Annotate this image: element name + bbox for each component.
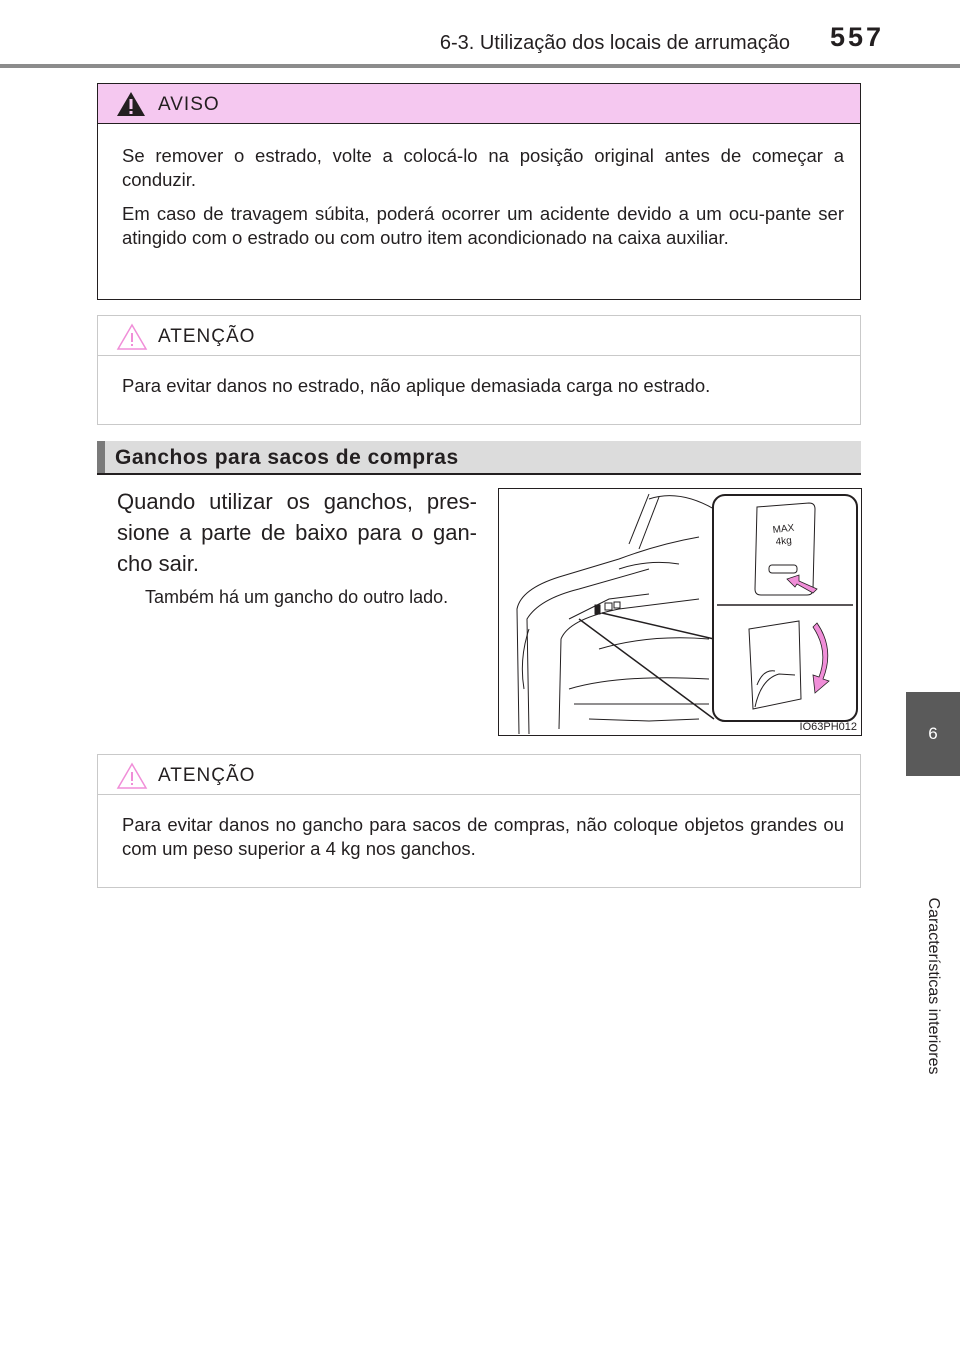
figure-code: IO63PH012 (799, 721, 857, 733)
warning-label: AVISO (158, 94, 220, 115)
instruction-text: Quando utilizar os ganchos, pres-sione a parte de baixo para o gan-cho sair. (117, 489, 477, 576)
note-text: Também há um gancho do outro lado. (145, 587, 449, 607)
caution-text: Para evitar danos no estrado, não aplique demasiada carga no estrado. (122, 375, 711, 396)
chapter-tab (906, 692, 960, 776)
page-number: 557 (829, 22, 884, 52)
section-title: 6-3. Utilização dos locais de arrumação (439, 32, 790, 54)
trunk-illustration (499, 489, 862, 736)
warning-box-header (98, 84, 860, 124)
max-label: MAX (772, 522, 795, 536)
caution-box-header (98, 755, 860, 795)
warning-paragraph: Se remover o estrado, volte a colocá-lo na posição original antes de começar a conduzir. (122, 145, 844, 190)
caution-box-header (98, 316, 860, 356)
chapter-title: Características interiores (925, 897, 942, 1075)
chapter-number: 6 (928, 724, 938, 743)
warning-triangle-icon (116, 91, 146, 117)
hook-illustration (498, 488, 862, 736)
caution-box-hooks (97, 754, 861, 888)
caution-triangle-icon (116, 323, 148, 351)
weight-label: 4kg (775, 535, 793, 548)
caution-label: ATENÇÃO (158, 765, 256, 786)
caution-label: ATENÇÃO (158, 326, 256, 347)
section-heading-title: Ganchos para sacos de compras (115, 446, 459, 469)
caution-triangle-icon (116, 762, 148, 790)
header-divider (0, 64, 960, 68)
caution-text: Para evitar danos no gancho para sacos de compras, não coloque objetos grandes ou com um peso superior a 4 kg nos ganchos. (122, 814, 844, 859)
section-heading-bar (97, 441, 105, 473)
section-heading (97, 441, 861, 475)
caution-box (97, 315, 861, 425)
warning-paragraph: Em caso de travagem súbita, poderá ocorrer um acidente devido a um ocu-pante ser atingido com o estrado ou com outro item acondicionado na caixa auxiliar. (122, 203, 844, 248)
warning-box (97, 83, 861, 300)
